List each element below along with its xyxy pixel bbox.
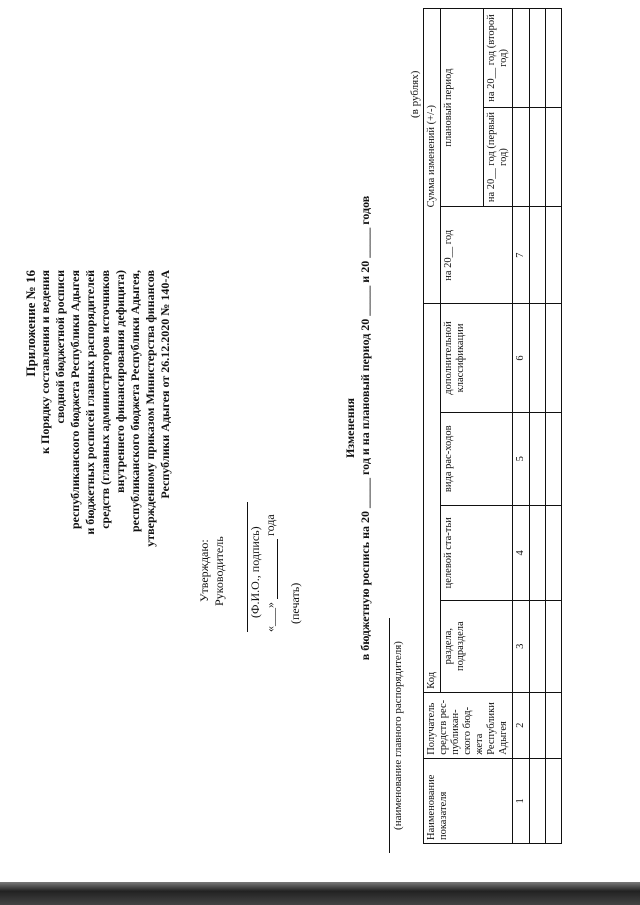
annex-title: Приложение № 16 [23,270,38,377]
table-cell [530,505,546,600]
table-cell [530,304,546,412]
column-number: 1 [513,758,530,843]
fio-sign-caption: (Ф.И.О., подпись) [248,526,262,618]
title-line-2: в бюджетную роспись на 20 _____ год и на плановый период 20 _____ и 20 _____ годов [358,195,372,661]
table-cell [546,207,562,304]
header-expense-type: вида рас-ходов [441,412,513,505]
date-suffix: года [263,514,277,536]
header-target: целевой ста-тьи [441,505,513,600]
table-cell [530,412,546,505]
column-number: 6 [513,304,530,412]
distributor-field [377,618,404,853]
table-cell [546,600,562,692]
annex-header [23,270,173,570]
annex-line: средств (главных администраторов источников [98,270,112,529]
approval-block [197,432,303,632]
annex-line: утвержденному приказом Министерства финансов [143,270,157,547]
table-cell [546,9,562,108]
table-row [546,9,562,844]
document-title [343,128,373,728]
header-first-year: на 20__ год (первый год) [484,107,513,206]
table-cell [530,107,546,206]
table-cell [530,9,546,108]
table-cell [530,600,546,692]
date-row [263,432,278,632]
header-indicator: Наименование показателя [424,758,513,843]
column-number: 5 [513,412,530,505]
header-second-year: на 20__ год (второй год) [484,9,513,108]
scanner-edge-shadow [0,882,640,905]
seal-caption: (печать) [288,582,302,624]
rotated-document-sheet [5,8,625,868]
annex-line: сводной бюджетной росписи [53,270,67,424]
table-cell [546,107,562,206]
head-label: Руководитель [212,536,226,606]
distributor-caption: (наименование главного распорядителя) [392,641,404,830]
changes-table [423,8,562,844]
column-number [513,107,530,206]
table-cell [546,412,562,505]
column-number: 3 [513,600,530,692]
title-line-1: Изменения [343,397,357,459]
table-cell [546,505,562,600]
annex-line: республиканского бюджета Республики Адыгея [68,270,82,530]
header-recipient: Получатель средств рес-публикан-ского бюд-жета Республики Адыгея [424,692,513,758]
date-prefix: «___» [263,602,277,632]
annex-line: республиканского бюджета Республики Адыгея, [128,270,142,533]
annex-line: и бюджетных росписей главных распорядителей [83,270,97,535]
table-cell [530,758,546,843]
annex-line: Республики Адыгея от 26.12.2020 № 140-А [158,270,172,499]
column-number: 7 [513,207,530,304]
column-number-row [513,9,530,844]
annex-line: внутреннего финансирования дефицита) [113,270,127,493]
table-row [530,9,546,844]
table-cell [546,758,562,843]
column-number [513,9,530,108]
header-code-group: Код [424,304,441,692]
header-planned-group: плановый период [441,9,484,207]
distributor-line [377,618,390,853]
table-cell [530,692,546,758]
table-cell [530,207,546,304]
table-cell [546,304,562,412]
approved-label: Утверждаю: [197,539,211,602]
header-year: на 20__ год [441,207,513,304]
column-number: 4 [513,505,530,600]
unit-label: (в рублях) [409,70,421,118]
column-number: 2 [513,692,530,758]
header-sum-group: Сумма изменений (+/-) [424,9,441,304]
signature-line [233,432,248,632]
header-additional: дополнительной классификации [441,304,513,412]
annex-line: к Порядку составления и ведения [38,270,52,454]
header-section: раздела, подраздела [441,600,513,692]
table-cell [546,692,562,758]
